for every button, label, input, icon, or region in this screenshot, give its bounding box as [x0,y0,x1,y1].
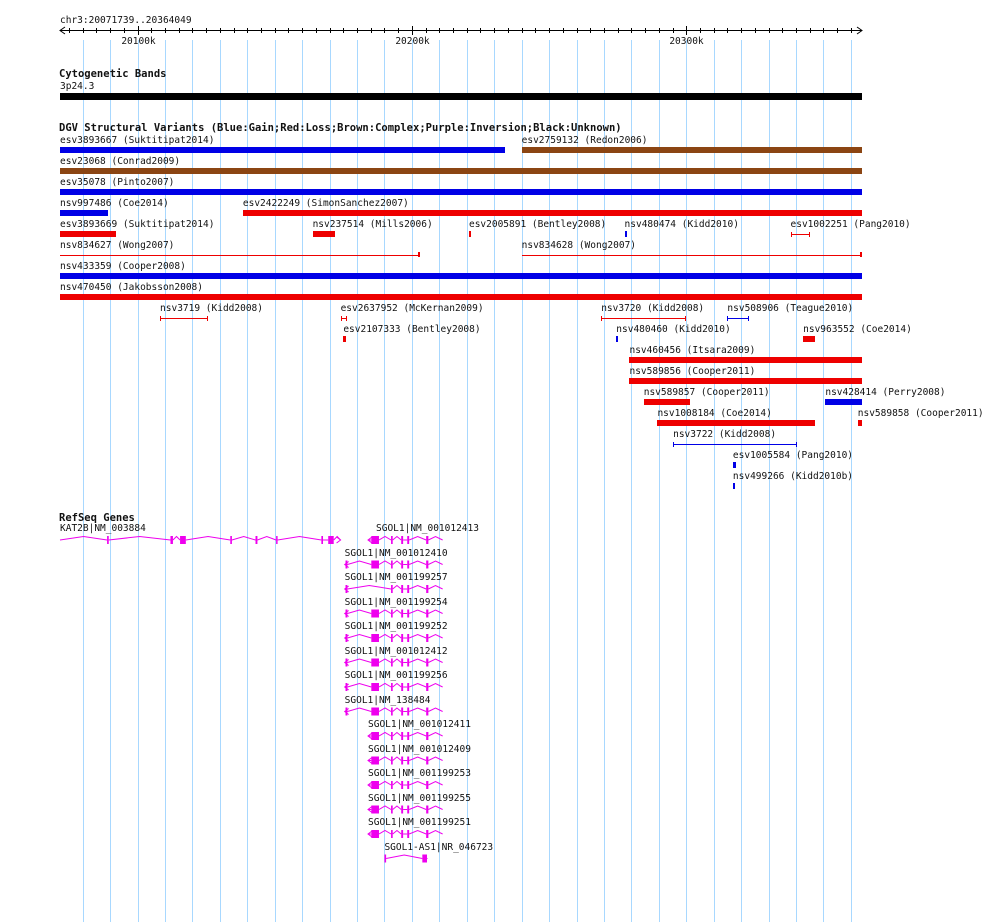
intron [393,684,402,688]
intron [278,537,322,541]
locus-label: chr3:20071739..20364049 [60,15,192,26]
intron [409,537,426,541]
exon [401,536,403,544]
intron [428,757,442,761]
exon [391,683,393,691]
exon [256,536,258,544]
exon [401,830,403,838]
intron [347,684,371,688]
exon [401,610,403,618]
gene-model[interactable] [368,781,443,789]
exon [407,708,409,716]
exon [346,683,348,691]
gene-label[interactable]: SGOL1|NM_001012410 [344,547,448,559]
exon [371,561,379,569]
intron [409,782,426,786]
exon [371,757,379,765]
exon [391,806,393,814]
exon [384,855,386,863]
exon [407,610,409,618]
ruler-tick-label: 20100k [121,36,156,47]
exon [401,683,403,691]
gene-label[interactable]: SGOL1-AS1|NR_046723 [384,841,494,853]
gene-model[interactable] [345,683,443,691]
intron [409,733,426,737]
variant-label[interactable]: esv3893667 (Suktitipat2014) [60,135,215,146]
gene-model[interactable] [384,855,427,863]
gene-label[interactable]: SGOL1|NM_001199256 [344,670,448,681]
variant-label[interactable]: nsv834627 (Wong2007) [60,240,175,251]
intron [409,586,426,590]
intron [428,537,442,541]
intron [393,757,402,761]
variant-label[interactable]: nsv589856 (Cooper2011) [629,366,756,377]
gene-model[interactable] [60,536,341,544]
intron [428,733,442,737]
exon [391,708,393,716]
exon [407,757,409,765]
intron [186,537,230,541]
exon [407,536,409,544]
exon [371,830,379,838]
intron [379,659,391,663]
intron [393,635,402,639]
exon [328,536,333,544]
variant-label[interactable]: nsv589857 (Cooper2011) [643,387,770,398]
exon [276,536,278,544]
exon [401,806,403,814]
exon [371,732,379,740]
exon [426,806,428,814]
gene-model[interactable] [345,610,443,618]
intron [393,733,402,737]
intron [393,610,402,614]
exon [426,561,428,569]
exon [426,757,428,765]
gene-model[interactable] [368,806,443,814]
intron [409,831,426,835]
variant-label[interactable]: esv3893669 (Suktitipat2014) [60,219,215,230]
exon [407,732,409,740]
exon [346,585,348,593]
exon [407,659,409,667]
exon [426,610,428,618]
exon [426,659,428,667]
gene-label[interactable]: SGOL1|NM_001199257 [344,572,448,583]
exon [401,781,403,789]
gene-model[interactable] [345,634,443,642]
gene-model[interactable] [368,536,443,544]
intron [428,782,442,786]
exon [407,634,409,642]
exon [426,830,428,838]
exon [401,732,403,740]
exon [407,806,409,814]
exon [371,610,379,618]
exon [426,781,428,789]
exon [371,536,379,544]
intron [379,782,391,786]
gene-label[interactable]: SGOL1|NM_001199254 [344,596,448,608]
intron [428,806,442,810]
intron [257,537,276,541]
intron [409,806,426,810]
exon [401,561,403,569]
exon [371,634,379,642]
intron [347,659,371,663]
gene-label[interactable]: SGOL1|NM_001012412 [344,645,448,657]
variant-label[interactable]: nsv499266 (Kidd2010b) [732,471,854,482]
intron [379,733,391,737]
exon [391,634,393,642]
exon [391,659,393,667]
exon [346,561,348,569]
gene-model[interactable] [345,659,443,667]
intron [393,708,402,712]
gene-model[interactable] [345,561,443,569]
exon [391,536,393,544]
intron [386,855,422,859]
exon [371,708,379,716]
intron [173,537,180,541]
exon [391,561,393,569]
ruler-tick-label: 20200k [395,36,430,47]
intron [393,537,402,541]
cytoband-track-title: Cytogenetic Bands [59,68,167,80]
intron [379,635,391,639]
exon [401,585,403,593]
exon [371,806,379,814]
exon [401,659,403,667]
exon [401,757,403,765]
exon [346,708,348,716]
intron [393,782,402,786]
exon [426,634,428,642]
exon [426,585,428,593]
variant-label[interactable]: nsv480460 (Kidd2010) [616,324,731,335]
intron [379,757,391,761]
intron [428,635,442,639]
intron [409,708,426,712]
intron [379,561,391,565]
exon [426,683,428,691]
intron [379,684,391,688]
variant-label[interactable]: nsv997486 (Coe2014) [60,198,169,209]
gene-model[interactable] [368,830,443,838]
exon [407,830,409,838]
variant-label[interactable]: esv1002251 (Pang2010) [790,219,911,230]
intron [428,561,442,565]
variant-label[interactable]: nsv1008184 (Coe2014) [657,408,772,419]
gene-model[interactable] [368,732,443,740]
exon [371,781,379,789]
exon [407,683,409,691]
intron [393,561,402,565]
exon [407,781,409,789]
exon [391,732,393,740]
variant-label[interactable]: nsv3722 (Kidd2008) [673,429,777,440]
variant-label[interactable]: esv2637952 (McKernan2009) [340,303,484,314]
intron [347,610,371,614]
exon [407,561,409,569]
gene-label[interactable]: SGOL1|NM_001199251 [368,817,471,828]
gene-label[interactable]: SGOL1|NM_001199255 [368,792,471,804]
intron [393,659,402,663]
intron [428,831,442,835]
variant-label[interactable]: nsv433359 (Cooper2008) [60,261,186,272]
strand-arrow [337,537,341,543]
variant-label[interactable]: nsv963552 (Coe2014) [803,324,912,335]
variant-label[interactable]: nsv237514 (Mills2006) [312,219,433,230]
dgv-track-title: DGV Structural Variants (Blue:Gain;Red:Loss;Brown:Complex;Purple:Inversion;Black:Unknown) [59,122,622,134]
variant-label[interactable]: nsv589858 (Cooper2011) [857,408,984,419]
intron [393,586,402,590]
exon [426,732,428,740]
gene-label[interactable]: SGOL1|NM_001012411 [368,719,471,730]
intron [60,537,107,541]
intron [409,635,426,639]
intron [409,757,426,761]
variant-label[interactable]: esv2107333 (Bentley2008) [343,324,481,335]
intron [347,586,391,590]
exon [391,610,393,618]
exon [391,757,393,765]
exon [346,610,348,618]
refseq-track-title: RefSeq Genes [59,512,135,524]
exon [346,634,348,642]
intron [409,561,426,565]
gene-model[interactable] [345,585,443,593]
exon [391,781,393,789]
intron [409,610,426,614]
gene-label[interactable]: SGOL1|NM_138484 [344,694,431,706]
exon [346,659,348,667]
intron [428,684,442,688]
intron [379,708,391,712]
intron [379,537,391,541]
gene-label[interactable]: SGOL1|NM_001199253 [368,768,471,779]
intron [379,610,391,614]
exon [391,585,393,593]
variant-label[interactable]: nsv834628 (Wong2007) [521,240,637,251]
exon [107,536,109,544]
intron [428,708,442,712]
exon [426,708,428,716]
variant-label[interactable]: esv2759132 (Redon2006) [521,135,648,146]
variant-label[interactable]: nsv3720 (Kidd2008) [601,303,705,314]
variant-label[interactable]: nsv3719 (Kidd2008) [160,303,263,314]
variant-label[interactable]: nsv508906 (Teague2010) [727,303,854,314]
intron [232,537,256,541]
variant-label[interactable]: esv2422249 (SimonSanchez2007) [242,198,409,209]
exon [371,659,379,667]
exon [401,708,403,716]
variant-label[interactable]: nsv480474 (Kidd2010) [624,219,739,230]
intron [347,635,371,639]
exon [170,536,172,544]
variant-label[interactable]: nsv428414 (Perry2008) [825,387,946,398]
exon [391,830,393,838]
intron [393,806,402,810]
variant-label[interactable]: nsv470450 (Jakobsson2008) [60,282,203,293]
intron [347,561,371,565]
intron [409,659,426,663]
exon [407,585,409,593]
exon [426,536,428,544]
gene-label[interactable]: SGOL1|NM_001012413 [376,523,479,534]
intron [428,659,442,663]
exon [180,536,186,544]
intron [428,610,442,614]
intron [109,537,171,541]
intron [428,586,442,590]
exon [371,683,379,691]
exon [321,536,323,544]
intron [347,708,371,712]
variant-label[interactable]: nsv460456 (Itsara2009) [629,345,756,356]
variant-label[interactable]: esv35078 (Pinto2007) [60,177,175,188]
exon [230,536,232,544]
gene-label[interactable]: SGOL1|NM_001012409 [368,743,471,755]
ruler-tick-label: 20300k [669,36,704,47]
intron [393,831,402,835]
gene-label[interactable]: KAT2B|NM_003884 [60,523,146,534]
gene-label[interactable]: SGOL1|NM_001199252 [344,621,448,632]
variant-label[interactable]: esv2005891 (Bentley2008) [468,219,607,230]
cytoband-label: 3p24.3 [60,81,95,92]
variant-label[interactable]: esv1005584 (Pang2010) [732,450,854,461]
gene-model[interactable] [345,708,443,716]
variant-label[interactable]: esv23068 (Conrad2009) [60,156,181,167]
gene-model[interactable] [368,757,443,765]
intron [409,684,426,688]
intron [379,806,391,810]
intron [379,831,391,835]
exon [401,634,403,642]
